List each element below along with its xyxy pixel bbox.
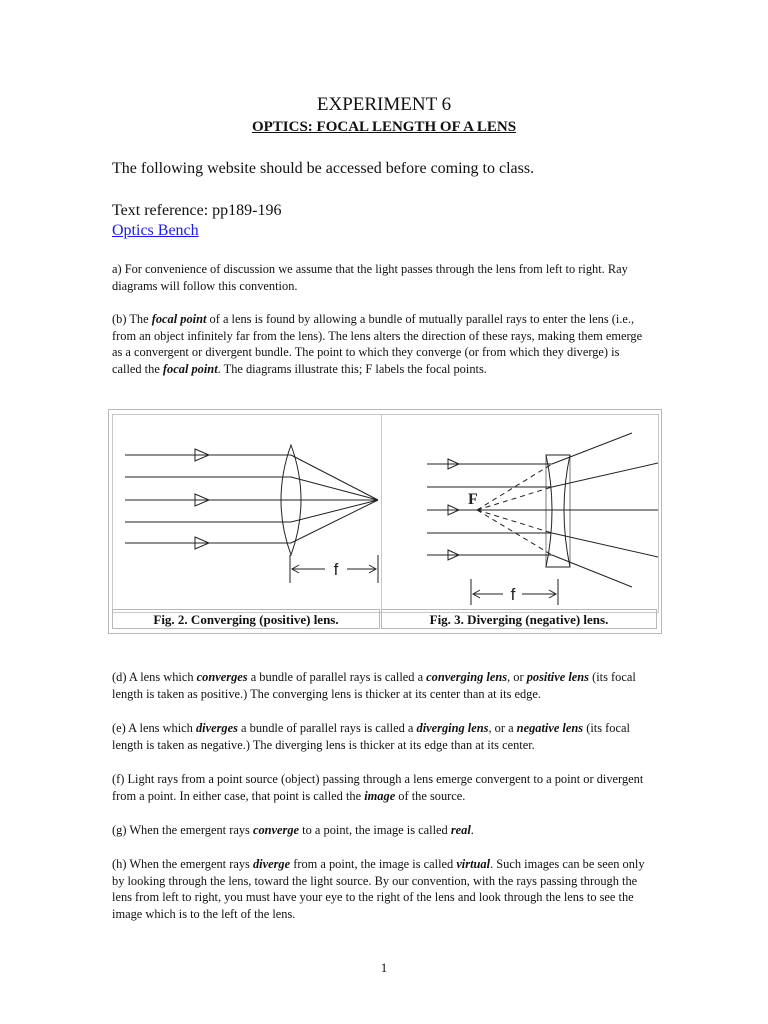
lens-figure-table [108,409,662,634]
page-title: EXPERIMENT 6 [316,94,452,115]
paragraph-g: (g) When the emergent rays converge to a point, the image is called real. [112,823,474,837]
diverging-ray [552,433,632,464]
fig2-caption: Fig. 2. Converging (positive) lens. [112,609,380,629]
page-subtitle: OPTICS: FOCAL LENGTH OF A LENS [251,119,517,135]
paragraph-h: (h) When the emergent rays diverge from a point, the image is called virtual. Such images can be seen only by looking through the lens, toward the light source. By our convention, with the rays passing through the lens from left to right, you must have your eye to the right of the lens and look through the lens to see the image which is to the left of the lens. [112,857,645,921]
diverging-lens-diagram [381,414,659,613]
page-number: 1 [380,960,388,975]
paragraph-b: (b) The focal point of a lens is found by allowing a bundle of mutually parallel rays to enter the lens (i.e., from an object infinitely far from the lens). The lens alters the direction of these rays, making them emerge as a convergent or divergent bundle. The point to which they converge (or from which they diverge) is called the focal point. The diagrams illustrate this; F labels the focal points. [112,312,643,376]
focal-length-label: f [510,585,516,604]
virtual-ray [477,510,552,533]
concave-lens-shape [546,455,570,567]
focal-length-label: f [333,560,339,579]
term-focal-point-2: focal point [162,361,218,376]
term-focal-point: focal point [151,312,207,326]
diverging-lens-svg [382,415,658,612]
refracted-ray [291,477,378,500]
converging-lens-diagram [112,414,382,613]
paragraph-e: (e) A lens which diverges a bundle of parallel rays is called a diverging lens, or a negative lens (its focal length is taken as negative.) The diverging lens is thicker at its edge than at its center. [112,721,630,752]
optics-bench-link[interactable]: Optics Bench [112,222,199,239]
paragraph-a: a) For convenience of discussion we assume that the light passes through the lens from left to right. Ray diagrams will follow this convention. [112,262,628,293]
diverging-ray [552,555,632,587]
converging-lens-svg [113,415,381,612]
refracted-ray [291,455,378,500]
focal-point-label: F [468,491,478,508]
paragraph-f: (f) Light rays from a point source (object) passing through a lens emerge convergent to a point or divergent from a point. In either case, that point is called the image of the source. [112,772,644,803]
text-reference: Text reference: pp189-196 [112,202,282,219]
intro-lead: The following website should be accessed before coming to class. [112,160,535,177]
refracted-ray [291,500,378,522]
refracted-ray [291,500,378,543]
paragraph-d: (d) A lens which converges a bundle of parallel rays is called a converging lens, or positive lens (its focal length is taken as positive.) The converging lens is thicker at its center than at its edge. [112,670,636,701]
virtual-ray [477,487,552,510]
fig3-caption: Fig. 3. Diverging (negative) lens. [381,609,657,629]
